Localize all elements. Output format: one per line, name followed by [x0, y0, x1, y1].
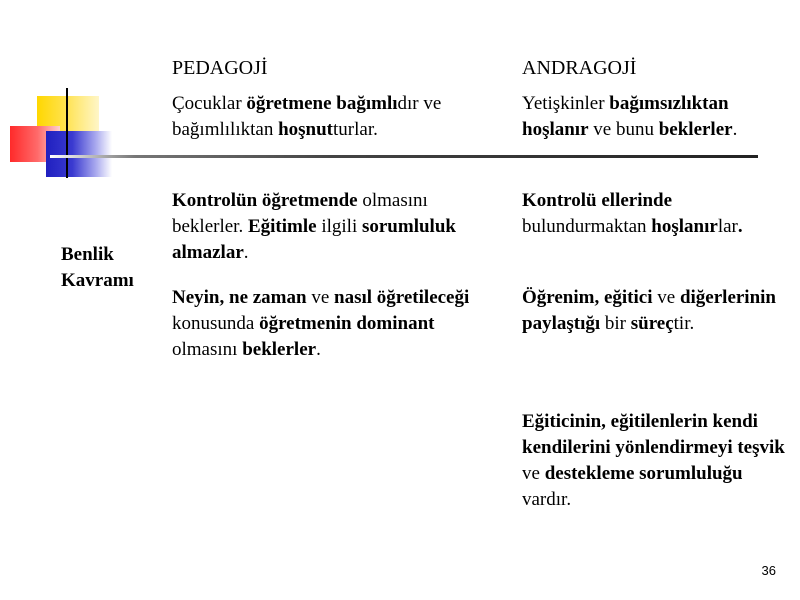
- p2-f: .: [243, 242, 249, 263]
- p3-e: öğretmenin dominant: [259, 313, 435, 334]
- a3-d: bir: [600, 313, 631, 334]
- a1-e: .: [732, 119, 738, 140]
- pedagogy-row-2: [172, 188, 502, 266]
- p3-c: nasıl öğretileceği: [334, 287, 470, 308]
- p2-b: olmasını beklerler.: [172, 190, 428, 237]
- decor-vertical-line: [66, 88, 68, 178]
- p3-h: .: [316, 339, 321, 360]
- a1-c: ve bunu: [588, 119, 659, 140]
- a4-a: Eğiticinin, eğitilenlerin kendi kendilerini yönlendirmeyi teşvik: [522, 411, 785, 458]
- p1-a: Çocuklar: [172, 93, 247, 114]
- row-label-line2: Kavramı: [61, 270, 134, 291]
- pedagogy-row-1: [172, 91, 502, 143]
- a1-b: bağımsızlıktan hoşlanır: [522, 93, 729, 140]
- andragogy-row-3: [522, 285, 792, 337]
- p3-a: Neyin, ne zaman: [172, 287, 307, 308]
- p3-b: ve: [306, 287, 335, 308]
- page-number: 36: [761, 563, 776, 578]
- header-andragogy: ANDRAGOJİ: [522, 57, 637, 79]
- p2-d: ilgili: [316, 216, 362, 237]
- a2-c: hoşlanır: [651, 216, 718, 237]
- a2-d: lar: [717, 216, 738, 237]
- a3-f: tir.: [673, 313, 695, 334]
- andragogy-row-2: [522, 188, 792, 240]
- p2-c: Eğitimle: [247, 216, 317, 237]
- a4-b: ve: [522, 463, 545, 484]
- a1-d: beklerler: [658, 119, 733, 140]
- row-label-benlik-kavrami: [61, 242, 134, 294]
- p1-e: turlar.: [333, 119, 378, 140]
- andragogy-row-1: [522, 91, 792, 143]
- p1-d: hoşnut: [278, 119, 333, 140]
- p2-e: sorumluluk almazlar: [172, 216, 456, 263]
- p3-f: olmasını: [172, 339, 243, 360]
- p1-b: öğretmene bağımlı: [246, 93, 398, 114]
- a1-a: Yetişkinler: [522, 93, 610, 114]
- a2-a: Kontrolü ellerinde: [522, 190, 673, 211]
- a2-b: bulundurmaktan: [522, 216, 652, 237]
- a3-a: Öğrenim, eğitici: [522, 287, 653, 308]
- pedagogy-row-3: [172, 285, 502, 363]
- header-pedagogy: PEDAGOJİ: [172, 57, 268, 79]
- a4-c: destekleme sorumluluğu: [544, 463, 743, 484]
- a2-e: .: [737, 216, 743, 237]
- a3-b: ve: [652, 287, 680, 308]
- row-label-line1: Benlik: [61, 244, 114, 265]
- p3-d: konusunda: [172, 313, 260, 334]
- decor-blue-square: [46, 131, 112, 177]
- p2-a: Kontrolün öğretmende: [172, 190, 358, 211]
- p3-g: beklerler: [242, 339, 317, 360]
- a3-e: süreç: [630, 313, 674, 334]
- a3-c: diğerlerinin paylaştığı: [522, 287, 777, 334]
- andragogy-row-4: [522, 409, 792, 513]
- p1-c: dır ve bağımlılıktan: [172, 93, 442, 140]
- decor-horizontal-line: [50, 155, 758, 158]
- a4-d: vardır.: [522, 489, 572, 510]
